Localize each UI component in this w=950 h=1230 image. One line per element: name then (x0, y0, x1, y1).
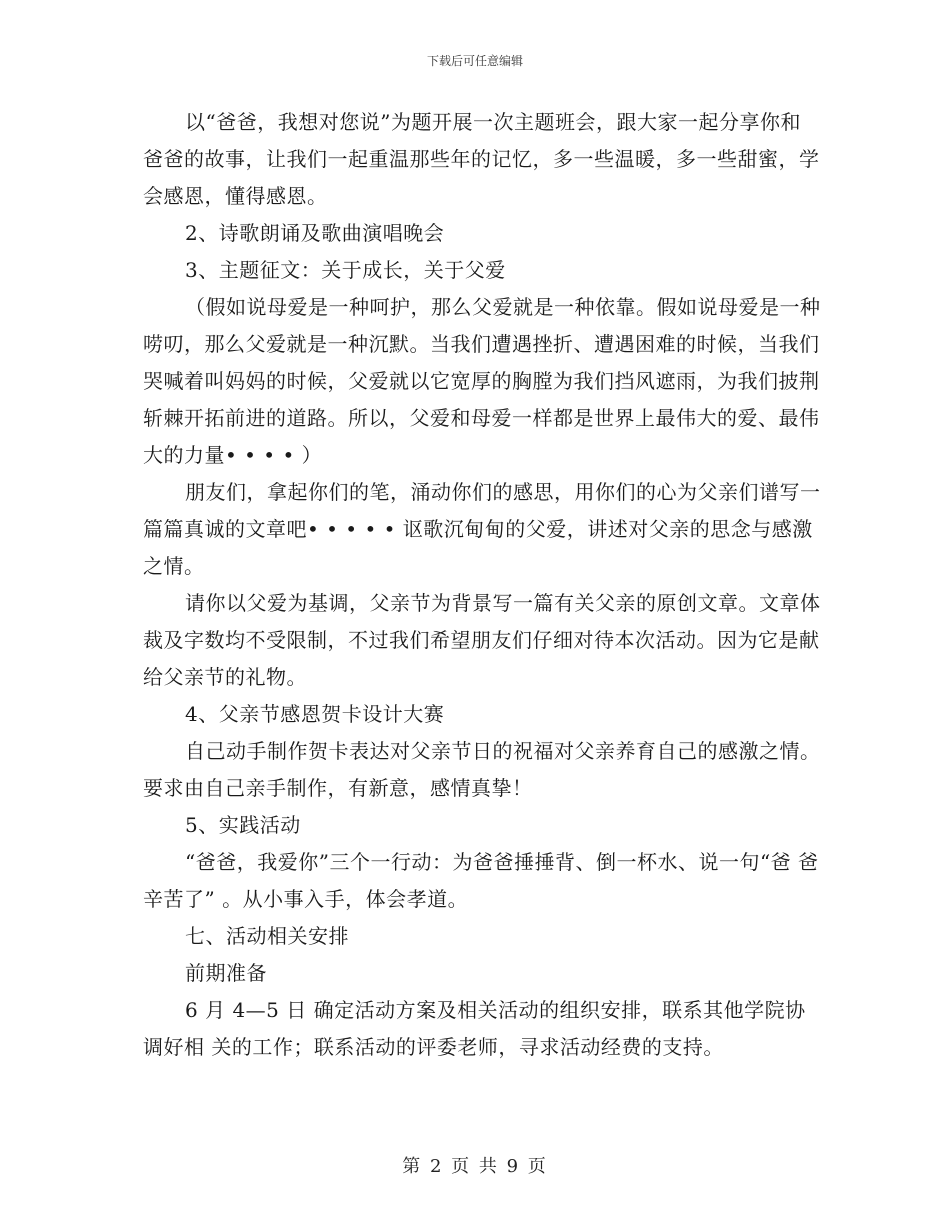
document-body (143, 104, 823, 1066)
page-header-note: 下载后可任意编辑 (426, 54, 523, 68)
paragraph-fatherly-love: （假如说母爱是一种呵护，那么父爱就是一种依靠。假如说母爱是一种 唠叨，那么父爱就是一种沉默。当我们遭遇挫折、遭遇困难的时候，当我们 哭喊着叫妈妈的时候，父爱就以它宽厚的胸膛为我们挡风遮雨，为我们披荆 斩棘开拓前进的道路。所以，父爱和母爱一样都是世界上最伟大的爱、最伟 大的力量• • • • ） (143, 295, 821, 467)
subheading-preparation: 前期准备 (185, 961, 267, 985)
paragraph-essay-request: 请你以父爱为基调，父亲节为背景写一篇有关父亲的原创文章。文章体 裁及字数均不受限制，不过我们希望朋友们仔细对待本次活动。因为它是献 给父亲节的礼物。 (143, 591, 821, 689)
paragraph-item-4: 4、父亲节感恩贺卡设计大赛 (185, 702, 445, 726)
paragraph-schedule: 6 月 4—5 日 确定活动方案及相关活动的组织安排，联系其他学院协调好相 关的工作；联系活动的评委老师，寻求活动经费的支持。 (143, 998, 806, 1059)
section-heading-seven: 七、活动相关安排 (185, 924, 349, 948)
paragraph-card-desc: 自己动手制作贺卡表达对父亲节日的祝福对父亲养育自己的感激之情。 要求由自己亲手制作，有新意，感情真挚！ (143, 739, 821, 800)
paragraph-item-2: 2、诗歌朗诵及歌曲演唱晚会 (185, 221, 445, 245)
paragraph-practice-desc: “爸爸，我爱你”三个一行动：为爸爸捶捶背、倒一杯水、说一句“爸 爸辛苦了” 。从小事入手，体会孝道。 (143, 850, 819, 911)
page-number: 第 2 页 共 9 页 (402, 1156, 548, 1177)
paragraph-item-3: 3、主题征文：关于成长，关于父爱 (185, 258, 506, 282)
paragraph-intro: 以“爸爸，我想对您说”为题开展一次主题班会，跟大家一起分享你和 爸爸的故事，让我们一起重温那些年的记忆，多一些温暖，多一些甜蜜，学 会感恩，懂得感恩。 (143, 110, 820, 208)
paragraph-item-5: 5、实践活动 (185, 813, 301, 837)
paragraph-friends: 朋友们，拿起你们的笔，涌动你们的感思，用你们的心为父亲们谱写一 篇篇真诚的文章吧• • • • • 讴歌沉甸甸的父爱，讲述对父亲的思念与感激之情。 (143, 480, 821, 578)
